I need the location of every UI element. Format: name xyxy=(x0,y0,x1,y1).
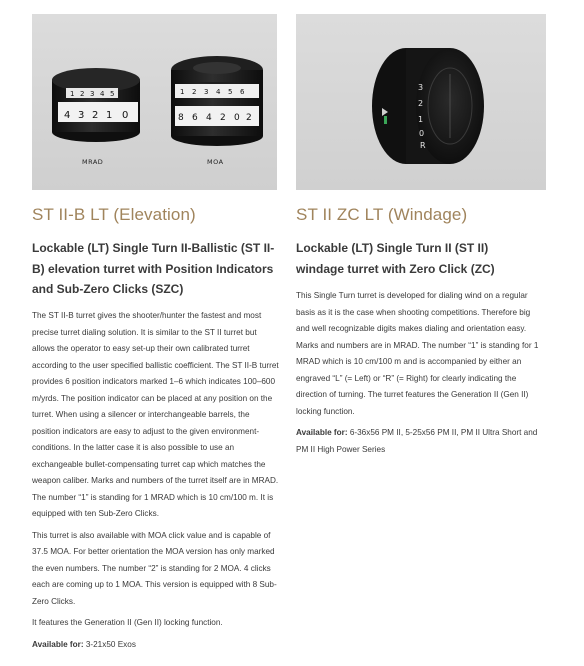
svg-text:4: 4 xyxy=(64,110,71,121)
svg-text:1: 1 xyxy=(70,90,75,98)
svg-text:4: 4 xyxy=(100,90,105,98)
svg-text:0: 0 xyxy=(234,113,240,123)
elevation-turret-image xyxy=(32,14,277,190)
svg-text:6: 6 xyxy=(240,88,245,96)
elevation-paragraph-3: It features the Generation II (Gen II) locking function. xyxy=(32,618,223,627)
elevation-availability xyxy=(32,637,280,654)
windage-turret-subtitle: Lockable (LT) Single Turn II (ST II) windage turret with Zero Click (ZC) xyxy=(296,241,495,276)
windage-turret-graphic xyxy=(372,48,484,164)
availability-label: Available for: xyxy=(32,639,84,649)
svg-text:3: 3 xyxy=(78,110,85,121)
svg-text:1: 1 xyxy=(180,88,185,96)
moa-caption: MOA xyxy=(207,158,224,166)
svg-text:2: 2 xyxy=(92,110,99,121)
svg-text:0: 0 xyxy=(122,110,129,121)
svg-text:4: 4 xyxy=(206,113,212,123)
svg-text:2: 2 xyxy=(418,99,424,108)
svg-text:5: 5 xyxy=(110,90,115,98)
elevation-turret-title: ST II-B LT (Elevation) xyxy=(32,205,196,224)
elevation-paragraph-1: The ST II-B turret gives the shooter/hunter the fastest and most precise turret dialing solution. It is similar to the ST II turret but allows the operator to easy set-up their own calibrated turret according to the user specified ballistic coefficient. The ST II-B turret provides 6 position indicators marked 1–6 which indicates 100–600 m/yrds. The position indicator can be placed at any position on the turret. When using a silencer or interchangeable barrels, the position indicators are easy to adjust to the given environment-conditions. In the latter case it is also possible to use an exchangeable bullet-compensating turret cap which matches the weapon caliber. Marks and numbers of the turret itself are in MRAD. The number “1” is standing for 1 MRAD which is 10 cm/100 m. It is equipped with ten Sub-Zero Clicks. xyxy=(32,311,279,518)
windage-turret-image xyxy=(296,14,546,190)
windage-turret-description xyxy=(296,288,546,463)
svg-text:4: 4 xyxy=(216,88,221,96)
windage-turret-photo xyxy=(296,14,546,190)
svg-text:1: 1 xyxy=(106,110,113,121)
svg-text:2: 2 xyxy=(192,88,197,96)
elevation-paragraph-2: This turret is also available with MOA click value and is capable of 37.5 MOA. For better orientation the MOA version has only marked the even numbers. The number “2” is standing for 2 MOA. 4 clicks each are coming up to 1 MOA. This version is equipped with 8 Sub-Zero Clicks. xyxy=(32,530,277,606)
svg-text:3: 3 xyxy=(90,90,95,98)
svg-text:8: 8 xyxy=(178,113,184,123)
elevation-turret-description xyxy=(32,308,280,658)
svg-text:0: 0 xyxy=(419,129,425,138)
svg-text:3: 3 xyxy=(204,88,209,96)
mrad-turret-graphic xyxy=(52,68,140,142)
windage-turret-title: ST II ZC LT (Windage) xyxy=(296,205,468,224)
availability-label: Available for: xyxy=(296,428,348,437)
svg-text:6: 6 xyxy=(192,113,198,123)
svg-text:3: 3 xyxy=(418,83,424,92)
mrad-caption: MRAD xyxy=(82,158,104,166)
svg-text:2: 2 xyxy=(220,113,226,123)
windage-paragraph-1: This Single Turn turret is developed for dialing wind on a regular basis as it is the case when shooting competitions. Therefore big and well recognizable digits makes dialing and orientation easy. Marks and numbers are in MRAD. The number “1” is standing for 1 MRAD which is 10 cm/100 m and is accompanied by either an engraved “L” (= Left) or “R” (= Right) for clearly indicating the direction of turning. The turret features the Generation II (Gen II) locking function. xyxy=(296,291,539,416)
elevation-turret-photo xyxy=(32,14,277,190)
availability-value: 3-21x50 Exos xyxy=(83,639,136,649)
moa-turret-graphic xyxy=(171,56,263,146)
svg-text:R: R xyxy=(420,141,426,150)
svg-text:2: 2 xyxy=(246,113,252,123)
svg-text:5: 5 xyxy=(228,88,233,96)
availability-value: 6-36x56 PM II, 5-25x56 PM II, PM II Ultra Short and PM II High Power Series xyxy=(296,428,538,454)
windage-availability xyxy=(296,425,546,458)
svg-text:1: 1 xyxy=(418,115,424,124)
elevation-turret-subtitle: Lockable (LT) Single Turn II-Ballistic (ST II-B) elevation turret with Position Indicators and Sub-Zero Clicks (SZC) xyxy=(32,241,275,296)
svg-text:2: 2 xyxy=(80,90,85,98)
